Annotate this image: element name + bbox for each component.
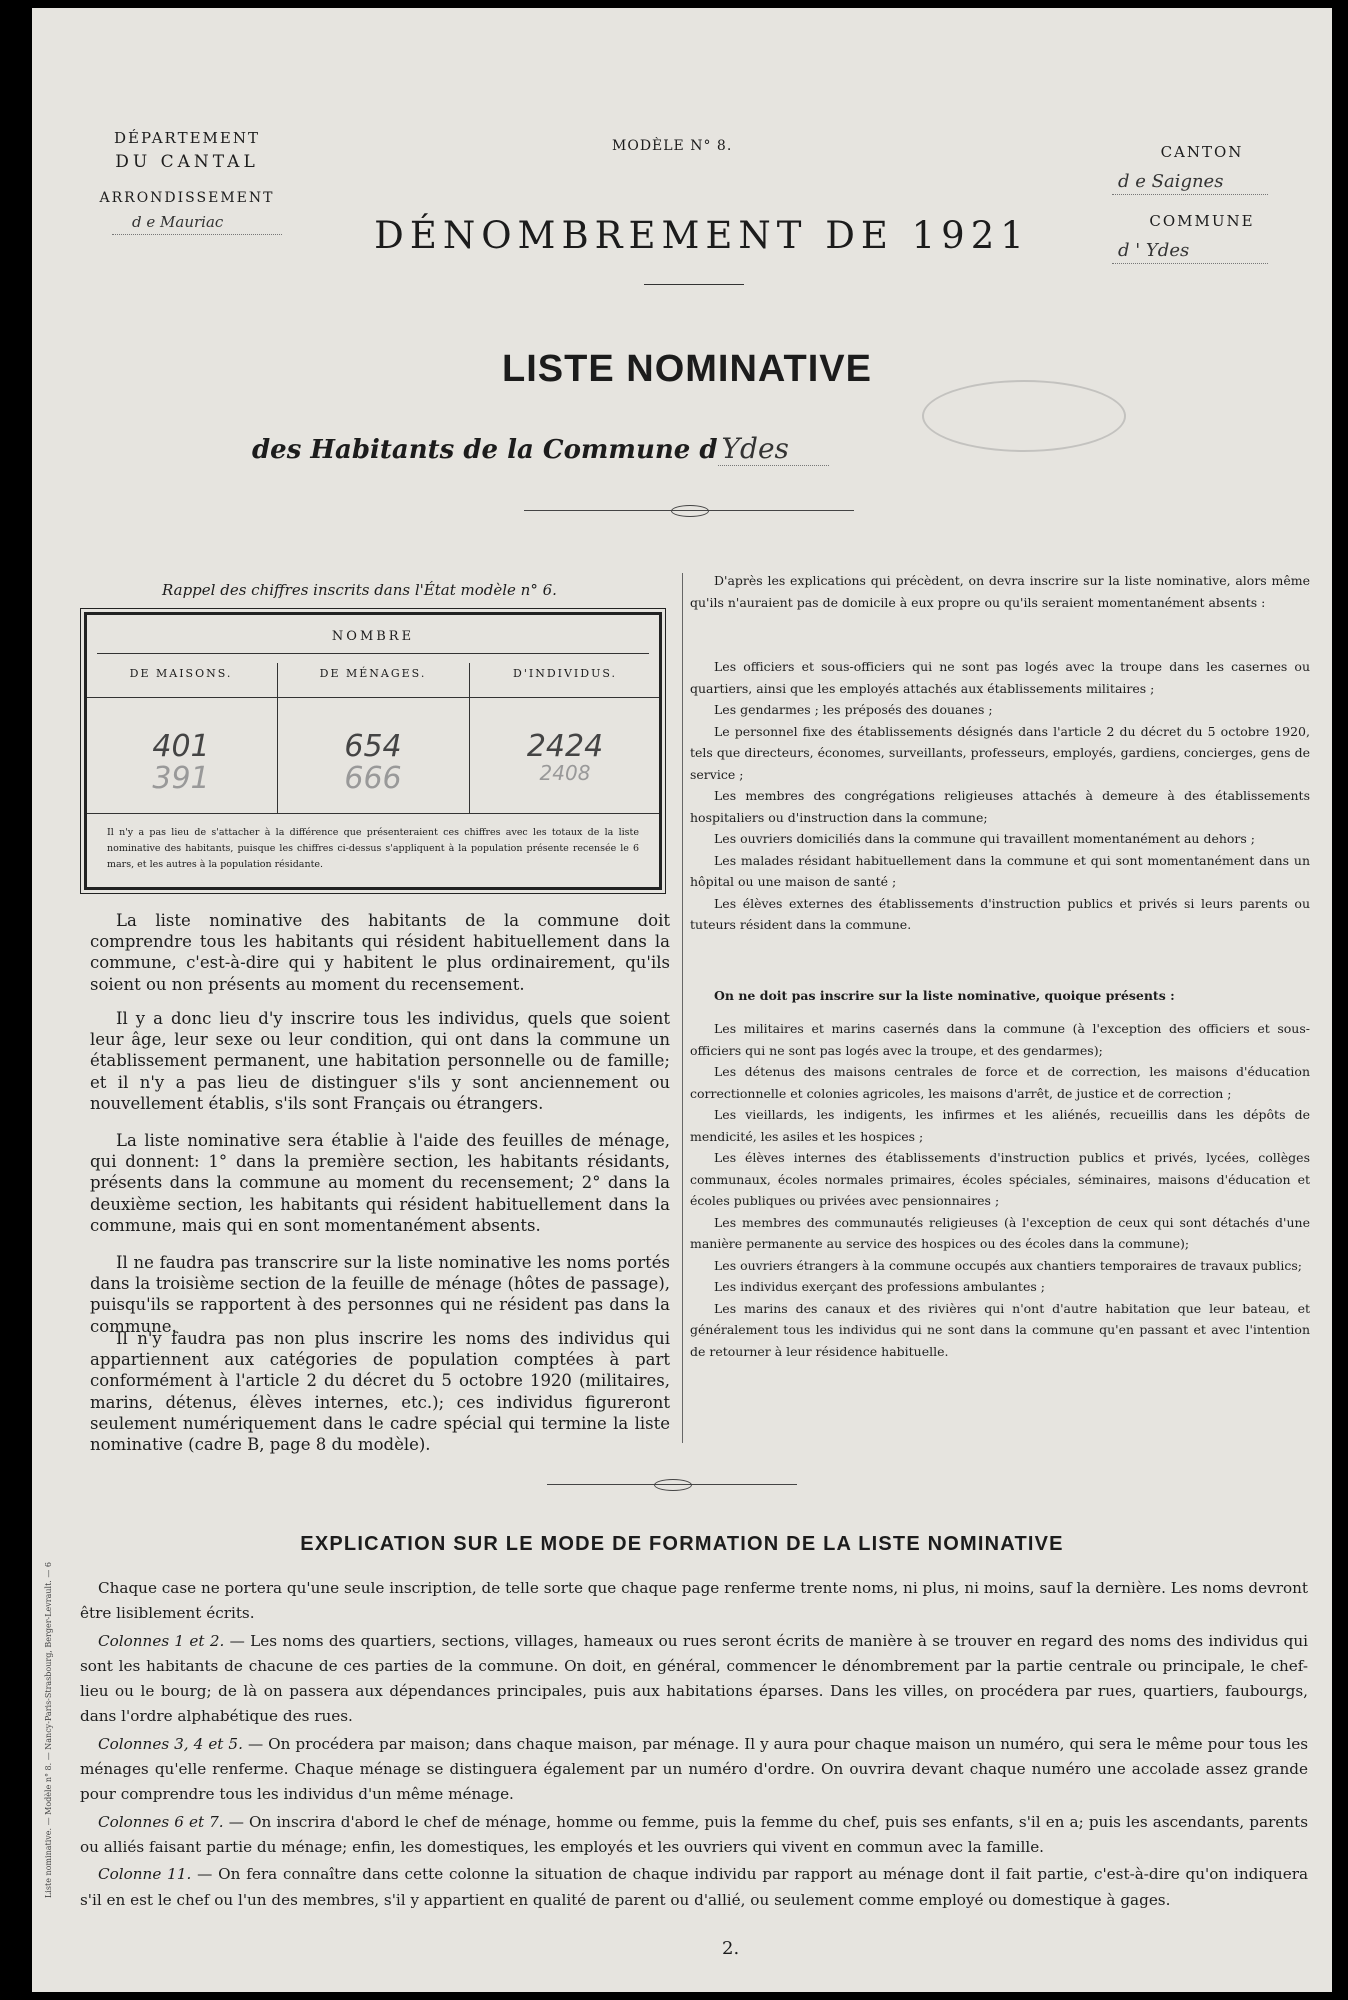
inscrire-item: Les ouvriers domiciliés dans la commune qui travaillent momentanément au dehors ; bbox=[714, 831, 1255, 846]
page-mark: 2. bbox=[722, 1938, 740, 1959]
explication-paragraph: Colonnes 1 et 2. — Les noms des quartiers, sections, villages, hameaux ou rues seront écrits de manière à se trouver en regard des noms des individus qui sont les habitants de chacune de ces parties de la commune. On doit, en général, commencer le dénombrement par la partie centrale ou principale, le chef-lieu ou le bourg; de là on passera aux dépendances principales, puis aux habitations éparses. Dans les villes, on procédera par rues, quartiers, faubourgs, dans l'ordre alphabétique des rues. bbox=[80, 1631, 1308, 1726]
inscrire-item: Les malades résidant habituellement dans la commune et qui sont momentanément dans un hôpital ou une maison de santé ; bbox=[690, 852, 1310, 889]
explication-paragraph: Chaque case ne portera qu'une seule inscription, de telle sorte que chaque page renferme trente noms, ni plus, ni moins, sauf la dernière. Les noms devront être lisiblement écrits. bbox=[80, 1579, 1308, 1623]
maisons-value-2: 391 bbox=[152, 761, 210, 796]
modele-number: MODÈLE N° 8. bbox=[612, 138, 733, 154]
right-heading-2: On ne doit pas inscrire sur la liste nominative, quoique présents : bbox=[714, 988, 1175, 1003]
rappel-table bbox=[84, 612, 662, 890]
col-menages-header: DE MÉNAGES. bbox=[319, 667, 427, 680]
departement-block bbox=[82, 126, 292, 235]
left-paragraph: Il y a donc lieu d'y inscrire tous les individus, quels que soient leur âge, leur sexe ou leur condition, qui ont dans la commune un établissement permanent, une habitation personnelle ou de famille; et il n'y a pas lieu de distinguer s'ils y sont anciennement ou nouvellement établis, s'ils sont Français ou étrangers. bbox=[90, 1009, 670, 1113]
inscrire-item: Les gendarmes ; les préposés des douanes ; bbox=[714, 702, 993, 717]
rappel-note: Il n'y a pas lieu de s'attacher à la différence que présenteraient ces chiffres avec les totaux de la liste nominative des habitants, puisque les chiffres ci-dessus s'appliquent à la population présente recensée le 6 mars, et les autres à la population résidante. bbox=[107, 827, 639, 870]
individus-value-2: 2408 bbox=[539, 761, 591, 785]
archive-stamp bbox=[922, 380, 1126, 452]
pas-inscrire-item: Les militaires et marins casernés dans la commune (à l'exception des officiers et sous-officiers qui ne sont pas logés avec la troupe, et des gendarmes); bbox=[690, 1021, 1310, 1058]
column-separator bbox=[682, 573, 683, 1443]
explication-paragraph: Colonnes 6 et 7. — On inscrira d'abord le chef de ménage, homme ou femme, puis la femme du chef, puis ses enfants, s'il en a; puis les ascendants, parents ou alliés faisant partie du ménage; enfin, les domestiques, les employés et les ouvriers qui vivent en commun avec la famille. bbox=[80, 1812, 1308, 1856]
right-pas-inscrire-list bbox=[690, 1018, 1310, 1362]
menages-value-2: 666 bbox=[344, 761, 402, 796]
ornament-divider-2 bbox=[547, 1478, 797, 1492]
arrondissement-value: d e Mauriac bbox=[112, 210, 282, 235]
commune-label: COMMUNE bbox=[1149, 212, 1255, 230]
pas-inscrire-item: Les détenus des maisons centrales de force et de correction, les maisons d'éducation correctionnelle et colonies agricoles, les maisons d'arrêt, de justice et de correction ; bbox=[690, 1064, 1310, 1101]
explication-title: EXPLICATION SUR LE MODE DE FORMATION DE LA LISTE NOMINATIVE bbox=[300, 1533, 1064, 1555]
col-maisons-header: DE MAISONS. bbox=[129, 667, 233, 680]
pas-inscrire-item: Les ouvriers étrangers à la commune occupés aux chantiers temporaires de travaux publics; bbox=[714, 1257, 1302, 1273]
arrondissement-label: ARRONDISSEMENT bbox=[99, 190, 275, 206]
title-rule bbox=[644, 284, 744, 285]
left-paragraph: La liste nominative des habitants de la commune doit comprendre tous les habitants qui résident habituellement dans la commune, c'est-à-dire qui y habitent le plus ordinairement, qu'ils soient ou non présents au moment du recensement. bbox=[90, 911, 670, 994]
explication-paragraph: Colonnes 3, 4 et 5. — On procédera par maison; dans chaque maison, par ménage. Il y aura pour chaque maison un numéro, qui sera le même pour tous les ménages qu'elle renferme. Chaque ménage se distinguera également par un numéro d'ordre. On ouvrira devant chaque numéro une accolade assez grande pour comprendre tous les individus d'un même ménage. bbox=[80, 1734, 1308, 1804]
pas-inscrire-item: Les individus exerçant des professions ambulantes ; bbox=[714, 1279, 1045, 1294]
explication-body bbox=[80, 1576, 1308, 1915]
pas-inscrire-item: Les élèves internes des établissements d'instruction publics et privés, lycées, collèges communaux, écoles normales primaires, écoles spéciales, séminaires, maisons d'éducation et écoles publiques ou privées avec pensionnaires ; bbox=[690, 1150, 1310, 1208]
pas-inscrire-item: Les vieillards, les indigents, les infirmes et les aliénés, recueillis dans les dépôts de mendicité, les asiles et les hospices ; bbox=[690, 1107, 1310, 1144]
left-paragraph: Il ne faudra pas transcrire sur la liste nominative les noms portés dans la troisième section de la feuille de ménage (hôtes de passage), puisqu'ils se rapportent à des personnes qui ne résident pas dans la commune. bbox=[90, 1253, 670, 1336]
main-title: DÉNOMBREMENT DE 1921 bbox=[374, 214, 1030, 257]
inscrire-item: Les élèves externes des établissements d'instruction publics et privés si leurs parents ou tuteurs résident dans la commune. bbox=[690, 895, 1310, 932]
printer-margin-note: Liste nominative. — Modèle n° 8. — Nancy-Paris-Strasbourg, Berger-Levrault. — 6 bbox=[44, 1561, 53, 1898]
inscrire-item: Les officiers et sous-officiers qui ne sont pas logés avec la troupe dans les casernes ou quartiers, ainsi que les employés attachés aux établissements militaires ; bbox=[690, 659, 1310, 696]
departement-value: DU CANTAL bbox=[115, 152, 259, 172]
canton-block bbox=[1092, 140, 1312, 264]
departement-label: DÉPARTEMENT bbox=[114, 129, 260, 147]
col-individus-header: D'INDIVIDUS. bbox=[513, 667, 617, 680]
habitants-text: des Habitants de la Commune d bbox=[252, 435, 718, 465]
explication-paragraph: Colonne 11. — On fera connaître dans cette colonne la situation de chaque individu par rapport au ménage dont il fait partie, c'est-à-dire qu'on indiquera s'il en est le chef ou l'un des membres, s'il y appartient en qualité de parent ou d'allié, ou seulement comme employé ou domestique à gages. bbox=[80, 1865, 1309, 1909]
pas-inscrire-item: Les marins des canaux et des rivières qui n'ont d'autre habitation que leur bateau, et généralement tous les individus qui ne sont dans la commune qu'en passant et avec l'intention de retourner à leur résidence habituelle. bbox=[690, 1300, 1310, 1359]
document-page bbox=[32, 8, 1332, 1992]
habitants-line bbox=[252, 432, 829, 465]
rappel-caption: Rappel des chiffres inscrits dans l'État modèle n° 6. bbox=[162, 581, 557, 599]
left-paragraph: Il n'y faudra pas non plus inscrire les noms des individus qui appartiennent aux catégories de population comptées à part conformément à l'article 2 du décret du 5 octobre 1920 (militaires, marins, détenus, élèves internes, etc.); ces individus figureront seulement numériquement dans le cadre spécial qui termine la liste nominative (cadre B, page 8 du modèle). bbox=[90, 1329, 670, 1455]
left-paragraph: La liste nominative sera établie à l'aide des feuilles de ménage, qui donnent: 1° dans la première section, les habitants résidants, présents dans la commune au moment du recensement; 2° dans la deuxième section, les habitants qui résident habituellement dans la commune, mais qui en sont momentanément absents. bbox=[90, 1131, 670, 1235]
liste-nominative-title: LISTE NOMINATIVE bbox=[502, 348, 872, 390]
habitants-commune: Ydes bbox=[718, 432, 829, 466]
canton-value: d e Saignes bbox=[1112, 170, 1268, 195]
commune-value: d ' Ydes bbox=[1112, 239, 1268, 264]
pas-inscrire-item: Les membres des communautés religieuses (à l'exception de ceux qui sont détachés d'une manière permanente au service des hospices ou des écoles dans la commune); bbox=[690, 1214, 1310, 1251]
menages-value: 654 bbox=[344, 729, 402, 764]
right-intro: D'après les explications qui précèdent, on devra inscrire sur la liste nominative, alors même qu'ils n'auraient pas de domicile à eux propre ou qu'ils seraient momentanément absents : bbox=[690, 573, 1310, 610]
canton-label: CANTON bbox=[1160, 143, 1244, 161]
nombre-header: NOMBRE bbox=[331, 629, 415, 644]
inscrire-item: Le personnel fixe des établissements désignés dans l'article 2 du décret du 5 octobre 1920, tels que directeurs, économes, surveillants, professeurs, employés, gardiens, concierges, gens de service ; bbox=[690, 723, 1310, 782]
inscrire-item: Les membres des congrégations religieuses attachés à demeure à des établissements hospitaliers ou d'instruction dans la commune; bbox=[690, 788, 1310, 825]
maisons-value: 401 bbox=[152, 729, 210, 764]
ornament-divider bbox=[524, 504, 854, 518]
individus-value: 2424 bbox=[526, 729, 604, 764]
right-inscrire-list bbox=[690, 656, 1310, 936]
